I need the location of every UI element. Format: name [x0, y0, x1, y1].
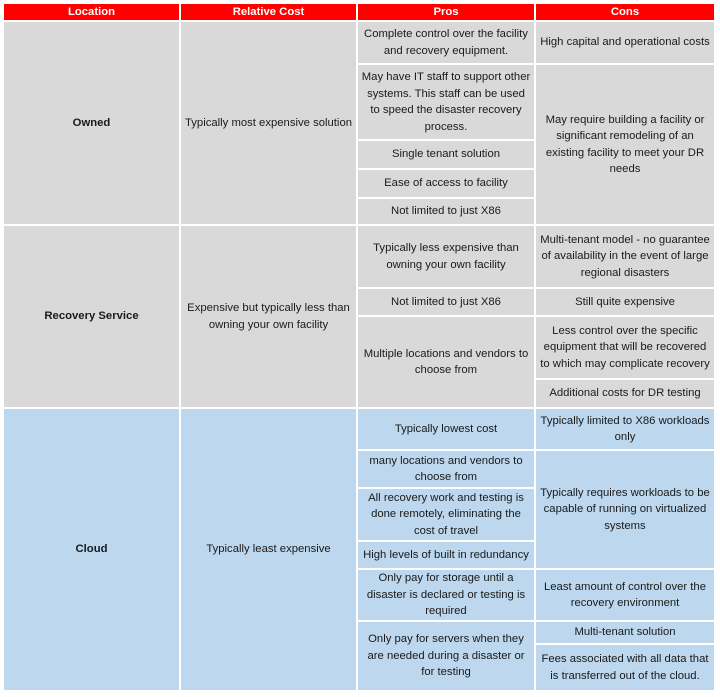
header-location: Location: [4, 4, 181, 22]
location-cloud: Cloud: [4, 409, 181, 690]
pro-cloud-6: Only pay for servers when they are needed during a disaster or for testing: [358, 622, 536, 690]
cost-recovery-service: Expensive but typically less than owning your own facility: [181, 226, 358, 409]
con-cloud-4: Multi-tenant solution: [536, 622, 714, 645]
cost-cloud: Typically least expensive: [181, 409, 358, 690]
con-recovery-3: Less control over the specific equipment that will be recovered to which may complicate recovery: [536, 317, 714, 380]
cost-owned: Typically most expensive solution: [181, 22, 358, 226]
pro-recovery-2: Not limited to just X86: [358, 289, 536, 317]
con-cloud-5: Fees associated with all data that is transferred out of the cloud.: [536, 645, 714, 690]
pro-owned-4: Ease of access to facility: [358, 170, 536, 199]
location-owned: Owned: [4, 22, 181, 226]
con-cloud-1: Typically limited to X86 workloads only: [536, 409, 714, 451]
header-pros: Pros: [358, 4, 536, 22]
header-relative-cost: Relative Cost: [181, 4, 358, 22]
pro-recovery-3: Multiple locations and vendors to choose from: [358, 317, 536, 409]
header-cons: Cons: [536, 4, 714, 22]
pro-cloud-3: All recovery work and testing is done remotely, eliminating the cost of travel: [358, 489, 536, 542]
pro-cloud-1: Typically lowest cost: [358, 409, 536, 451]
pro-recovery-1: Typically less expensive than owning your own facility: [358, 226, 536, 289]
con-recovery-1: Multi-tenant model - no guarantee of availability in the event of large regional disasters: [536, 226, 714, 289]
pro-owned-5: Not limited to just X86: [358, 199, 536, 226]
location-recovery-service: Recovery Service: [4, 226, 181, 409]
con-recovery-2: Still quite expensive: [536, 289, 714, 317]
pro-owned-2: May have IT staff to support other systems. This staff can be used to speed the disaster recovery process.: [358, 65, 536, 141]
con-owned-1: High capital and operational costs: [536, 22, 714, 65]
pro-owned-1: Complete control over the facility and recovery equipment.: [358, 22, 536, 65]
con-cloud-2: Typically requires workloads to be capable of running on virtualized systems: [536, 451, 714, 570]
pro-owned-3: Single tenant solution: [358, 141, 536, 170]
pro-cloud-2: many locations and vendors to choose from: [358, 451, 536, 489]
pro-cloud-4: High levels of built in redundancy: [358, 542, 536, 570]
con-owned-2: May require building a facility or significant remodeling of an existing facility to meet your DR needs: [536, 65, 714, 226]
comparison-table: [4, 4, 714, 690]
pro-cloud-5: Only pay for storage until a disaster is declared or testing is required: [358, 570, 536, 622]
con-cloud-3: Least amount of control over the recovery environment: [536, 570, 714, 622]
con-recovery-4: Additional costs for DR testing: [536, 380, 714, 409]
